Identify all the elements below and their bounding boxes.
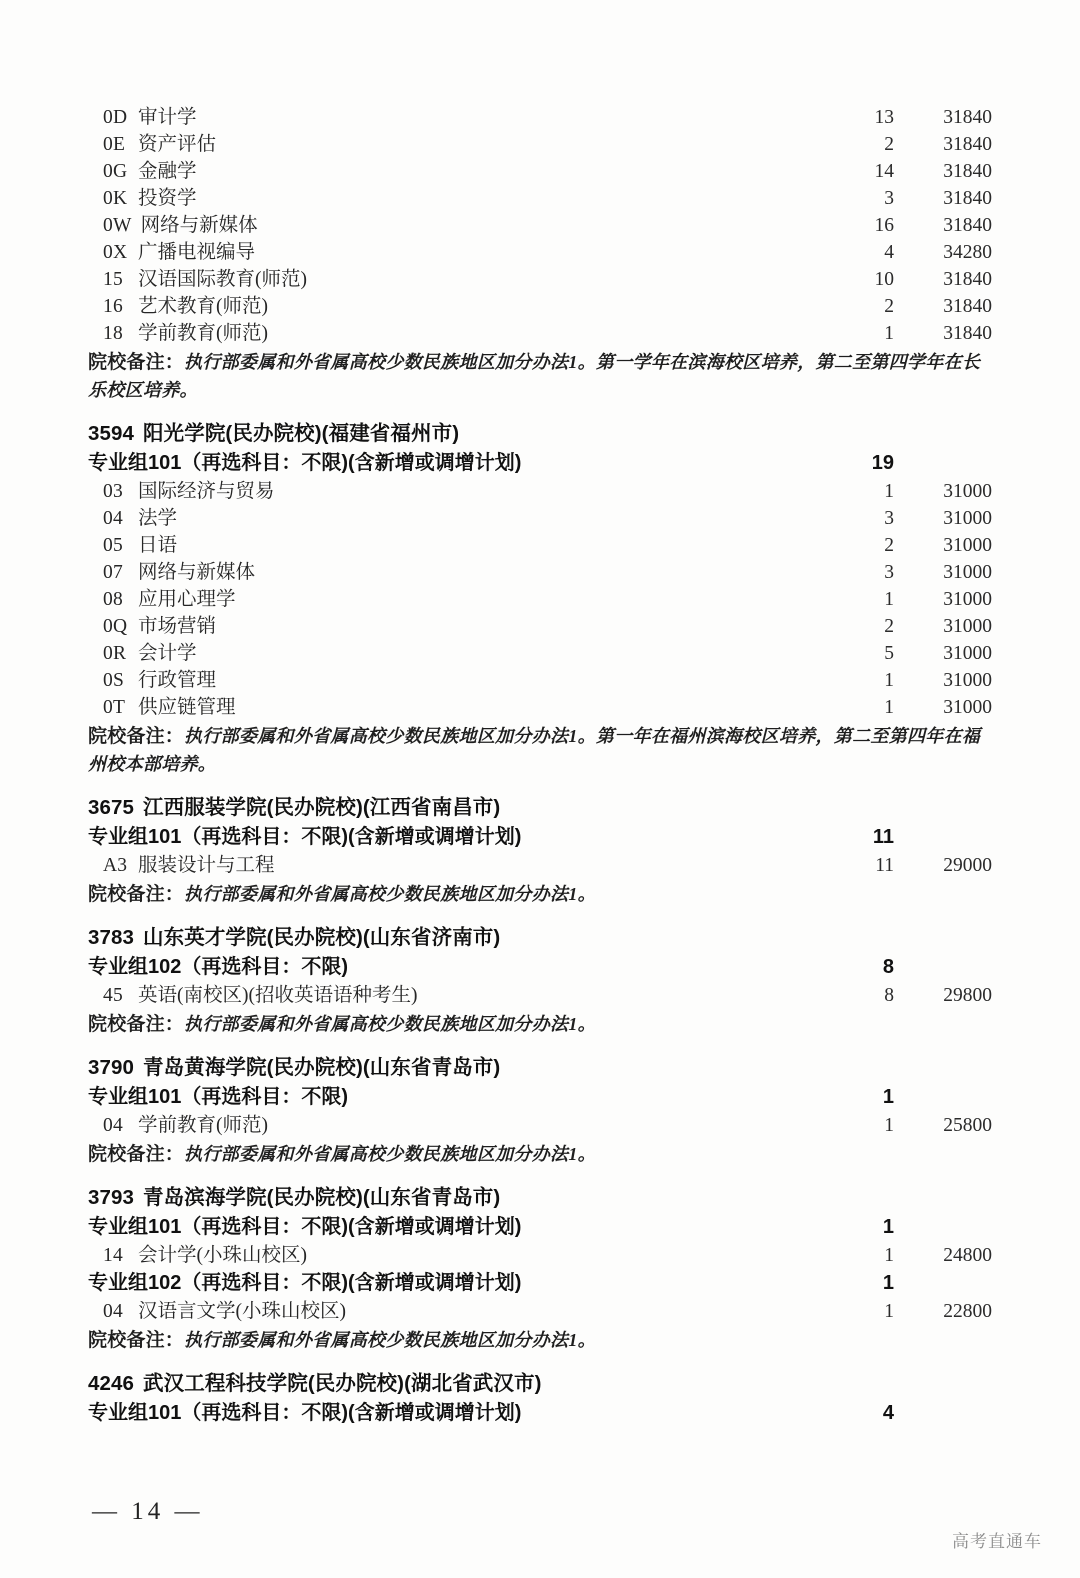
major-code: 18 [103,323,123,344]
major-name: 汉语言文学(小珠山校区) [138,1301,346,1322]
major-label [88,185,820,212]
major-row [88,266,992,293]
major-fee: 31000 [943,562,992,583]
major-fee: 31840 [943,188,992,209]
school-remark-label: 院校备注： [88,1330,185,1351]
major-group-title: 专业组101（再选科目：不限)(含新增或调增计划) [88,826,522,848]
major-code: 0R [103,643,127,664]
major-row [88,1242,992,1269]
major-label [88,158,820,185]
major-row [88,239,992,266]
major-group-row [88,823,992,852]
major-count: 16 [874,215,894,236]
major-group-title: 专业组101（再选科目：不限)(含新增或调增计划) [88,1402,522,1424]
major-code: 08 [103,589,123,610]
school-block [88,1368,992,1428]
major-count: 1 [884,1115,894,1136]
major-row [88,982,992,1009]
school-header [88,1368,992,1399]
school-code: 3675 [88,796,135,819]
major-count: 3 [884,562,894,583]
major-row [88,694,992,721]
major-label [88,1298,820,1325]
major-label [88,239,820,266]
major-code: 0S [103,670,124,691]
school-code: 3790 [88,1056,135,1079]
major-row [88,505,992,532]
major-fee: 31000 [943,697,992,718]
major-group-title: 专业组102（再选科目：不限)(含新增或调增计划) [88,1272,522,1294]
major-fee: 31840 [943,296,992,317]
watermark-label: 高考直通车 [952,1532,1042,1551]
major-code: 0Q [103,616,128,637]
major-label [88,131,820,158]
major-code: 03 [103,481,123,502]
major-count: 4 [884,242,894,263]
major-label [88,212,820,239]
major-name: 行政管理 [138,670,217,691]
major-name: 资产评估 [138,134,217,155]
school-remark-text: 执行部委属和外省属高校少数民族地区加分办法1。 [184,1144,596,1164]
major-label [88,532,820,559]
major-row [88,559,992,586]
major-row [88,640,992,667]
major-name: 汉语国际教育(师范) [138,269,307,290]
major-fee: 31000 [943,670,992,691]
major-group-count: 4 [882,1402,894,1424]
major-fee: 29800 [943,985,992,1006]
major-fee: 31840 [943,323,992,344]
major-code: 45 [103,985,123,1006]
school-remark-label: 院校备注： [88,1144,185,1165]
major-fee: 34280 [943,242,992,263]
major-name: 服装设计与工程 [138,855,275,876]
school-remark [88,1010,992,1038]
major-group-count: 1 [882,1086,894,1108]
major-count: 1 [884,1301,894,1322]
major-label [88,613,820,640]
major-count: 8 [884,985,894,1006]
school-code: 3594 [88,422,135,445]
major-name: 会计学(小珠山校区) [138,1245,307,1266]
major-label [88,293,820,320]
major-count: 1 [884,481,894,502]
school-header [88,792,992,823]
major-group-count: 1 [882,1216,894,1238]
major-group-row [88,1213,992,1242]
major-code: 0D [103,107,128,128]
major-row [88,667,992,694]
major-code: 14 [103,1245,123,1266]
school-remark-label: 院校备注： [88,726,185,747]
school-block [88,1052,992,1168]
major-code: 0G [103,161,128,182]
major-name: 投资学 [138,188,197,209]
plan-listing [88,104,992,1428]
major-group-count: 19 [871,452,894,474]
major-code: 04 [103,508,123,529]
major-group-row [88,1399,992,1428]
school-code: 3783 [88,926,135,949]
major-label [88,640,820,667]
major-name: 英语(南校区)(招收英语语种考生) [138,985,418,1006]
major-code: 04 [103,1115,123,1136]
major-name: 会计学 [138,643,197,664]
school-remark-text: 执行部委属和外省属高校少数民族地区加分办法1。第一年在福州滨海校区培养，第二至第四年在福州校本部培养。 [88,726,981,774]
school-block [88,922,992,1038]
major-fee: 31840 [943,215,992,236]
school-header [88,1182,992,1213]
major-group-row [88,449,992,478]
major-code: 16 [103,296,123,317]
major-name: 市场营销 [138,616,217,637]
school-name: 青岛黄海学院(民办院校)(山东省青岛市) [143,1056,501,1079]
school-name: 青岛滨海学院(民办院校)(山东省青岛市) [143,1186,501,1209]
major-row [88,852,992,879]
major-fee: 31000 [943,589,992,610]
major-code: 07 [103,562,123,583]
major-fee: 25800 [943,1115,992,1136]
major-count: 1 [884,697,894,718]
school-remark-text: 执行部委属和外省属高校少数民族地区加分办法1。第一学年在滨海校区培养，第二至第四学年在长乐校区培养。 [88,352,981,400]
major-group-count: 1 [882,1272,894,1294]
major-group-title: 专业组102（再选科目：不限) [88,956,349,978]
major-count: 14 [874,161,894,182]
major-code: 0X [103,242,128,263]
major-label [88,478,820,505]
school-remark [88,1326,992,1354]
school-code: 4246 [88,1372,135,1395]
major-row [88,532,992,559]
major-label [88,694,820,721]
major-count: 2 [884,296,894,317]
major-fee: 31000 [943,643,992,664]
major-group-count: 11 [872,826,894,848]
major-group-count: 8 [882,956,894,978]
major-label [88,559,820,586]
school-remark-label: 院校备注： [88,884,185,905]
major-fee: 31840 [943,134,992,155]
major-count: 13 [874,107,894,128]
major-label [88,320,820,347]
major-row [88,478,992,505]
major-name: 网络与新媒体 [138,562,256,583]
major-code: 0E [103,134,126,155]
major-name: 学前教育(师范) [138,1115,268,1136]
major-label [88,667,820,694]
school-block [88,104,992,404]
major-label [88,1112,820,1139]
major-name: 日语 [138,535,178,556]
major-name: 供应链管理 [138,697,236,718]
major-fee: 31840 [943,161,992,182]
major-count: 2 [884,616,894,637]
major-name: 金融学 [138,161,197,182]
major-row [88,104,992,131]
major-count: 1 [884,323,894,344]
major-label [88,586,820,613]
school-remark [88,348,992,404]
school-remark [88,880,992,908]
major-count: 3 [884,188,894,209]
major-row [88,212,992,239]
major-group-row [88,1083,992,1112]
school-remark-text: 执行部委属和外省属高校少数民族地区加分办法1。 [184,1330,596,1350]
major-label [88,266,820,293]
major-label [88,852,820,879]
school-header [88,418,992,449]
major-count: 1 [884,589,894,610]
major-row [88,1112,992,1139]
major-count: 1 [884,670,894,691]
major-label [88,505,820,532]
school-remark [88,1140,992,1168]
school-remark [88,722,992,778]
major-name: 广播电视编导 [138,242,256,263]
school-header [88,922,992,953]
major-code: A3 [103,855,128,876]
major-row [88,1298,992,1325]
major-group-title: 专业组101（再选科目：不限) [88,1086,349,1108]
major-code: 15 [103,269,123,290]
school-block [88,418,992,778]
major-fee: 31000 [943,616,992,637]
major-group-row [88,953,992,982]
major-count: 11 [875,855,894,876]
major-count: 2 [884,134,894,155]
major-fee: 24800 [943,1245,992,1266]
major-name: 审计学 [138,107,197,128]
major-group-row [88,1269,992,1298]
major-name: 应用心理学 [138,589,236,610]
school-name: 山东英才学院(民办院校)(山东省济南市) [143,926,501,949]
school-name: 阳光学院(民办院校)(福建省福州市) [143,422,460,445]
major-code: 0K [103,188,128,209]
major-row [88,320,992,347]
major-fee: 22800 [943,1301,992,1322]
major-row [88,613,992,640]
major-name: 艺术教育(师范) [138,296,268,317]
major-count: 2 [884,535,894,556]
major-count: 3 [884,508,894,529]
school-name: 武汉工程科技学院(民办院校)(湖北省武汉市) [143,1372,542,1395]
major-fee: 31840 [943,269,992,290]
page-number: — 14 — [92,1498,204,1525]
school-remark-label: 院校备注： [88,352,185,373]
major-code: 0T [103,697,126,718]
major-fee: 31000 [943,508,992,529]
school-remark-label: 院校备注： [88,1014,185,1035]
major-count: 10 [874,269,894,290]
major-row [88,185,992,212]
major-row [88,293,992,320]
major-fee: 31000 [943,535,992,556]
major-label [88,1242,820,1269]
major-row [88,131,992,158]
major-code: 04 [103,1301,123,1322]
major-group-title: 专业组101（再选科目：不限)(含新增或调增计划) [88,1216,522,1238]
major-name: 网络与新媒体 [140,215,258,236]
major-name: 法学 [138,508,178,529]
major-count: 1 [884,1245,894,1266]
major-name: 学前教育(师范) [138,323,268,344]
school-block [88,792,992,908]
major-count: 5 [884,643,894,664]
major-code: 05 [103,535,123,556]
major-label [88,104,820,131]
school-code: 3793 [88,1186,135,1209]
major-label [88,982,820,1009]
major-fee: 31000 [943,481,992,502]
school-name: 江西服装学院(民办院校)(江西省南昌市) [143,796,501,819]
major-row [88,158,992,185]
major-name: 国际经济与贸易 [138,481,275,502]
school-remark-text: 执行部委属和外省属高校少数民族地区加分办法1。 [184,1014,596,1034]
school-block [88,1182,992,1354]
major-fee: 29000 [943,855,992,876]
school-remark-text: 执行部委属和外省属高校少数民族地区加分办法1。 [184,884,596,904]
school-header [88,1052,992,1083]
major-code: 0W [103,215,132,236]
major-fee: 31840 [943,107,992,128]
major-row [88,586,992,613]
major-group-title: 专业组101（再选科目：不限)(含新增或调增计划) [88,452,522,474]
